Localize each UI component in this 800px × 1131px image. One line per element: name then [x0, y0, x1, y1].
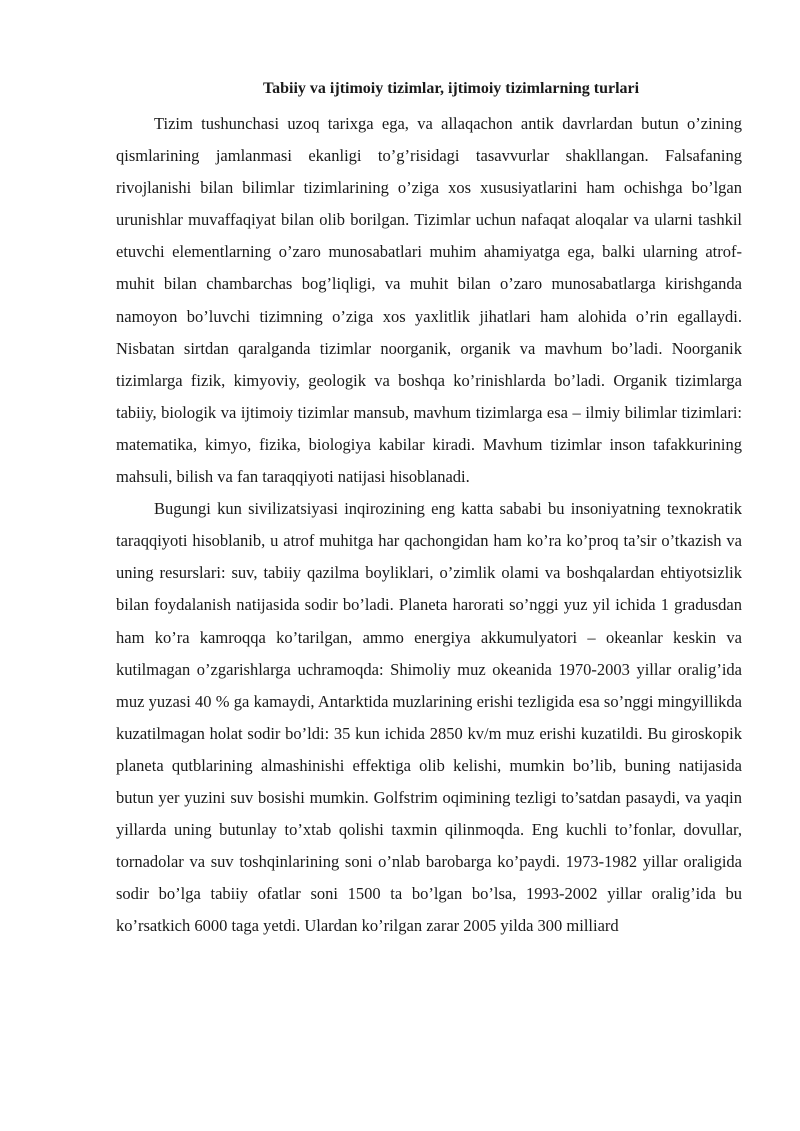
paragraph-2: Bugungi kun sivilizatsiyasi inqirozining eng katta sababi bu insoniyatning texnokratik taraqqiyoti hisoblanib, u atrof muhitga har qachongidan ham ko’ra ko’proq ta’sir o’tkazish va uning resurslari: suv, tabiiy qazilma boyliklari, o’zimlik olami va boshqalardan ehtiyotsizlik bilan foydalanish natijasida sodir bo’ladi. Planeta harorati so’nggi yuz yil ichida 1 gradusdan ham ko’ra kamroqqa ko’tarilgan, ammo energiya akkumulyatori – okeanlar keskin va kutilmagan o’zgarishlarga uchramoqda: Shimoliy muz okeanida 1970-2003 yillar oralig’ida muz yuzasi 40 % ga kamaydi, Antarktida muzlarining erishi tezligida esa so’nggi mingyillikda kuzatilmagan holat sodir bo’ldi: 35 kun ichida 2850 kv/m muz erishi kuzatildi. Bu giroskopik planeta qutblarining almashinishi effektiga olib kelishi, mumkin bo’lib, buning natijasida butun yer yuzini suv bosishi mumkin. Golfstrim oqimining tezligi to’satdan pasaydi, va yaqin yillarda uning butunlay to’xtab qolishi taxmin qilinmoqda. Eng kuchli to’fonlar, dovullar, tornadolar va suv toshqinlarining soni o’nlab barobarga ko’paydi. 1973-1982 yillar oraligida sodir bo’lga tabiiy ofatlar soni 1500 ta bo’lgan bo’lsa, 1993-2002 yillar oralig’ida bu ko’rsatkich 6000 taga yetdi. Ulardan ko’rilgan zarar 2005 yilda 300 milliard: [116, 499, 742, 936]
document-page: [116, 78, 742, 942]
document-title: Tabiiy va ijtimoiy tizimlar, ijtimoiy tizimlarning turlari: [262, 80, 640, 97]
paragraph-1: Tizim tushunchasi uzoq tarixga ega, va allaqachon antik davrlardan butun o’zining qismlarining jamlanmasi ekanligi to’g’risidagi tasavvurlar shakllangan. Falsafaning rivojlanishi bilan bilimlar tizimlarining o’ziga xos xususiyatlarini ham ochishga bo’lgan urunishlar muvaffaqiyat bilan olib borilgan. Tizimlar uchun nafaqat aloqalar va ularni tashkil etuvchi elementlarning o’zaro munosabatlari muhim ahamiyatga ega, balki ularning atrof-muhit bilan chambarchas bog’liqligi, va muhit bilan o’zaro munosabatlarga kirishganda namoyon bo’luvchi tizimning o’ziga xos yaxlitlik jihatlari ham alohida o’rin egallaydi. Nisbatan sirtdan qaralganda tizimlar noorganik, organik va mavhum bo’ladi. Noorganik tizimlarga fizik, kimyoviy, geologik va boshqa ko’rinishlarda bo’ladi. Organik tizimlarga tabiiy, biologik va ijtimoiy tizimlar mansub, mavhum tizimlarga esa – ilmiy bilimlar tizimlari: matematika, kimyo, fizika, biologiya kabilar kiradi. Mavhum tizimlar inson tafakkurining mahsuli, bilish va fan taraqqiyoti natijasi hisoblanadi.: [116, 114, 742, 487]
